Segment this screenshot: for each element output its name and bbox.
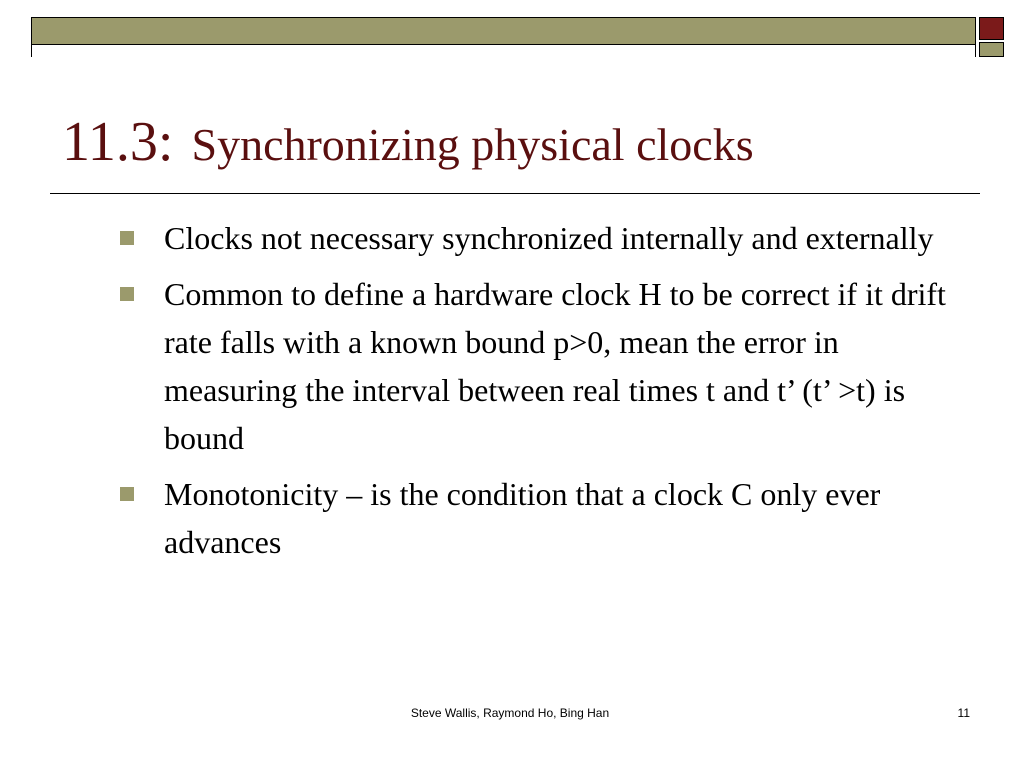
title-text: Synchronizing physical clocks bbox=[191, 119, 754, 170]
bullet-list bbox=[118, 214, 968, 574]
bullet-item bbox=[118, 270, 968, 462]
bullet-text: Clocks not necessary synchronized internally and externally bbox=[164, 220, 934, 256]
header-decor-stripe bbox=[32, 44, 975, 58]
square-bullet-icon bbox=[120, 231, 134, 245]
corner-decor-red bbox=[979, 17, 1004, 40]
square-bullet-icon bbox=[120, 287, 134, 301]
title-number: 11.3: bbox=[62, 111, 174, 173]
slide-title bbox=[62, 110, 754, 174]
header-decor-bar bbox=[31, 17, 976, 57]
page-number: 11 bbox=[957, 706, 970, 720]
title-divider bbox=[50, 193, 980, 194]
bullet-text: Monotonicity – is the condition that a clock C only ever advances bbox=[164, 476, 881, 560]
footer-author: Steve Wallis, Raymond Ho, Bing Han bbox=[410, 706, 610, 720]
square-bullet-icon bbox=[120, 487, 134, 501]
bullet-item bbox=[118, 470, 968, 566]
bullet-text: Common to define a hardware clock H to be correct if it drift rate falls with a known bound p>0, mean the error in measuring the interval between real times t and t’ (t’ >t) is bound bbox=[164, 276, 946, 456]
corner-decor-olive bbox=[979, 42, 1004, 57]
bullet-item bbox=[118, 214, 968, 262]
